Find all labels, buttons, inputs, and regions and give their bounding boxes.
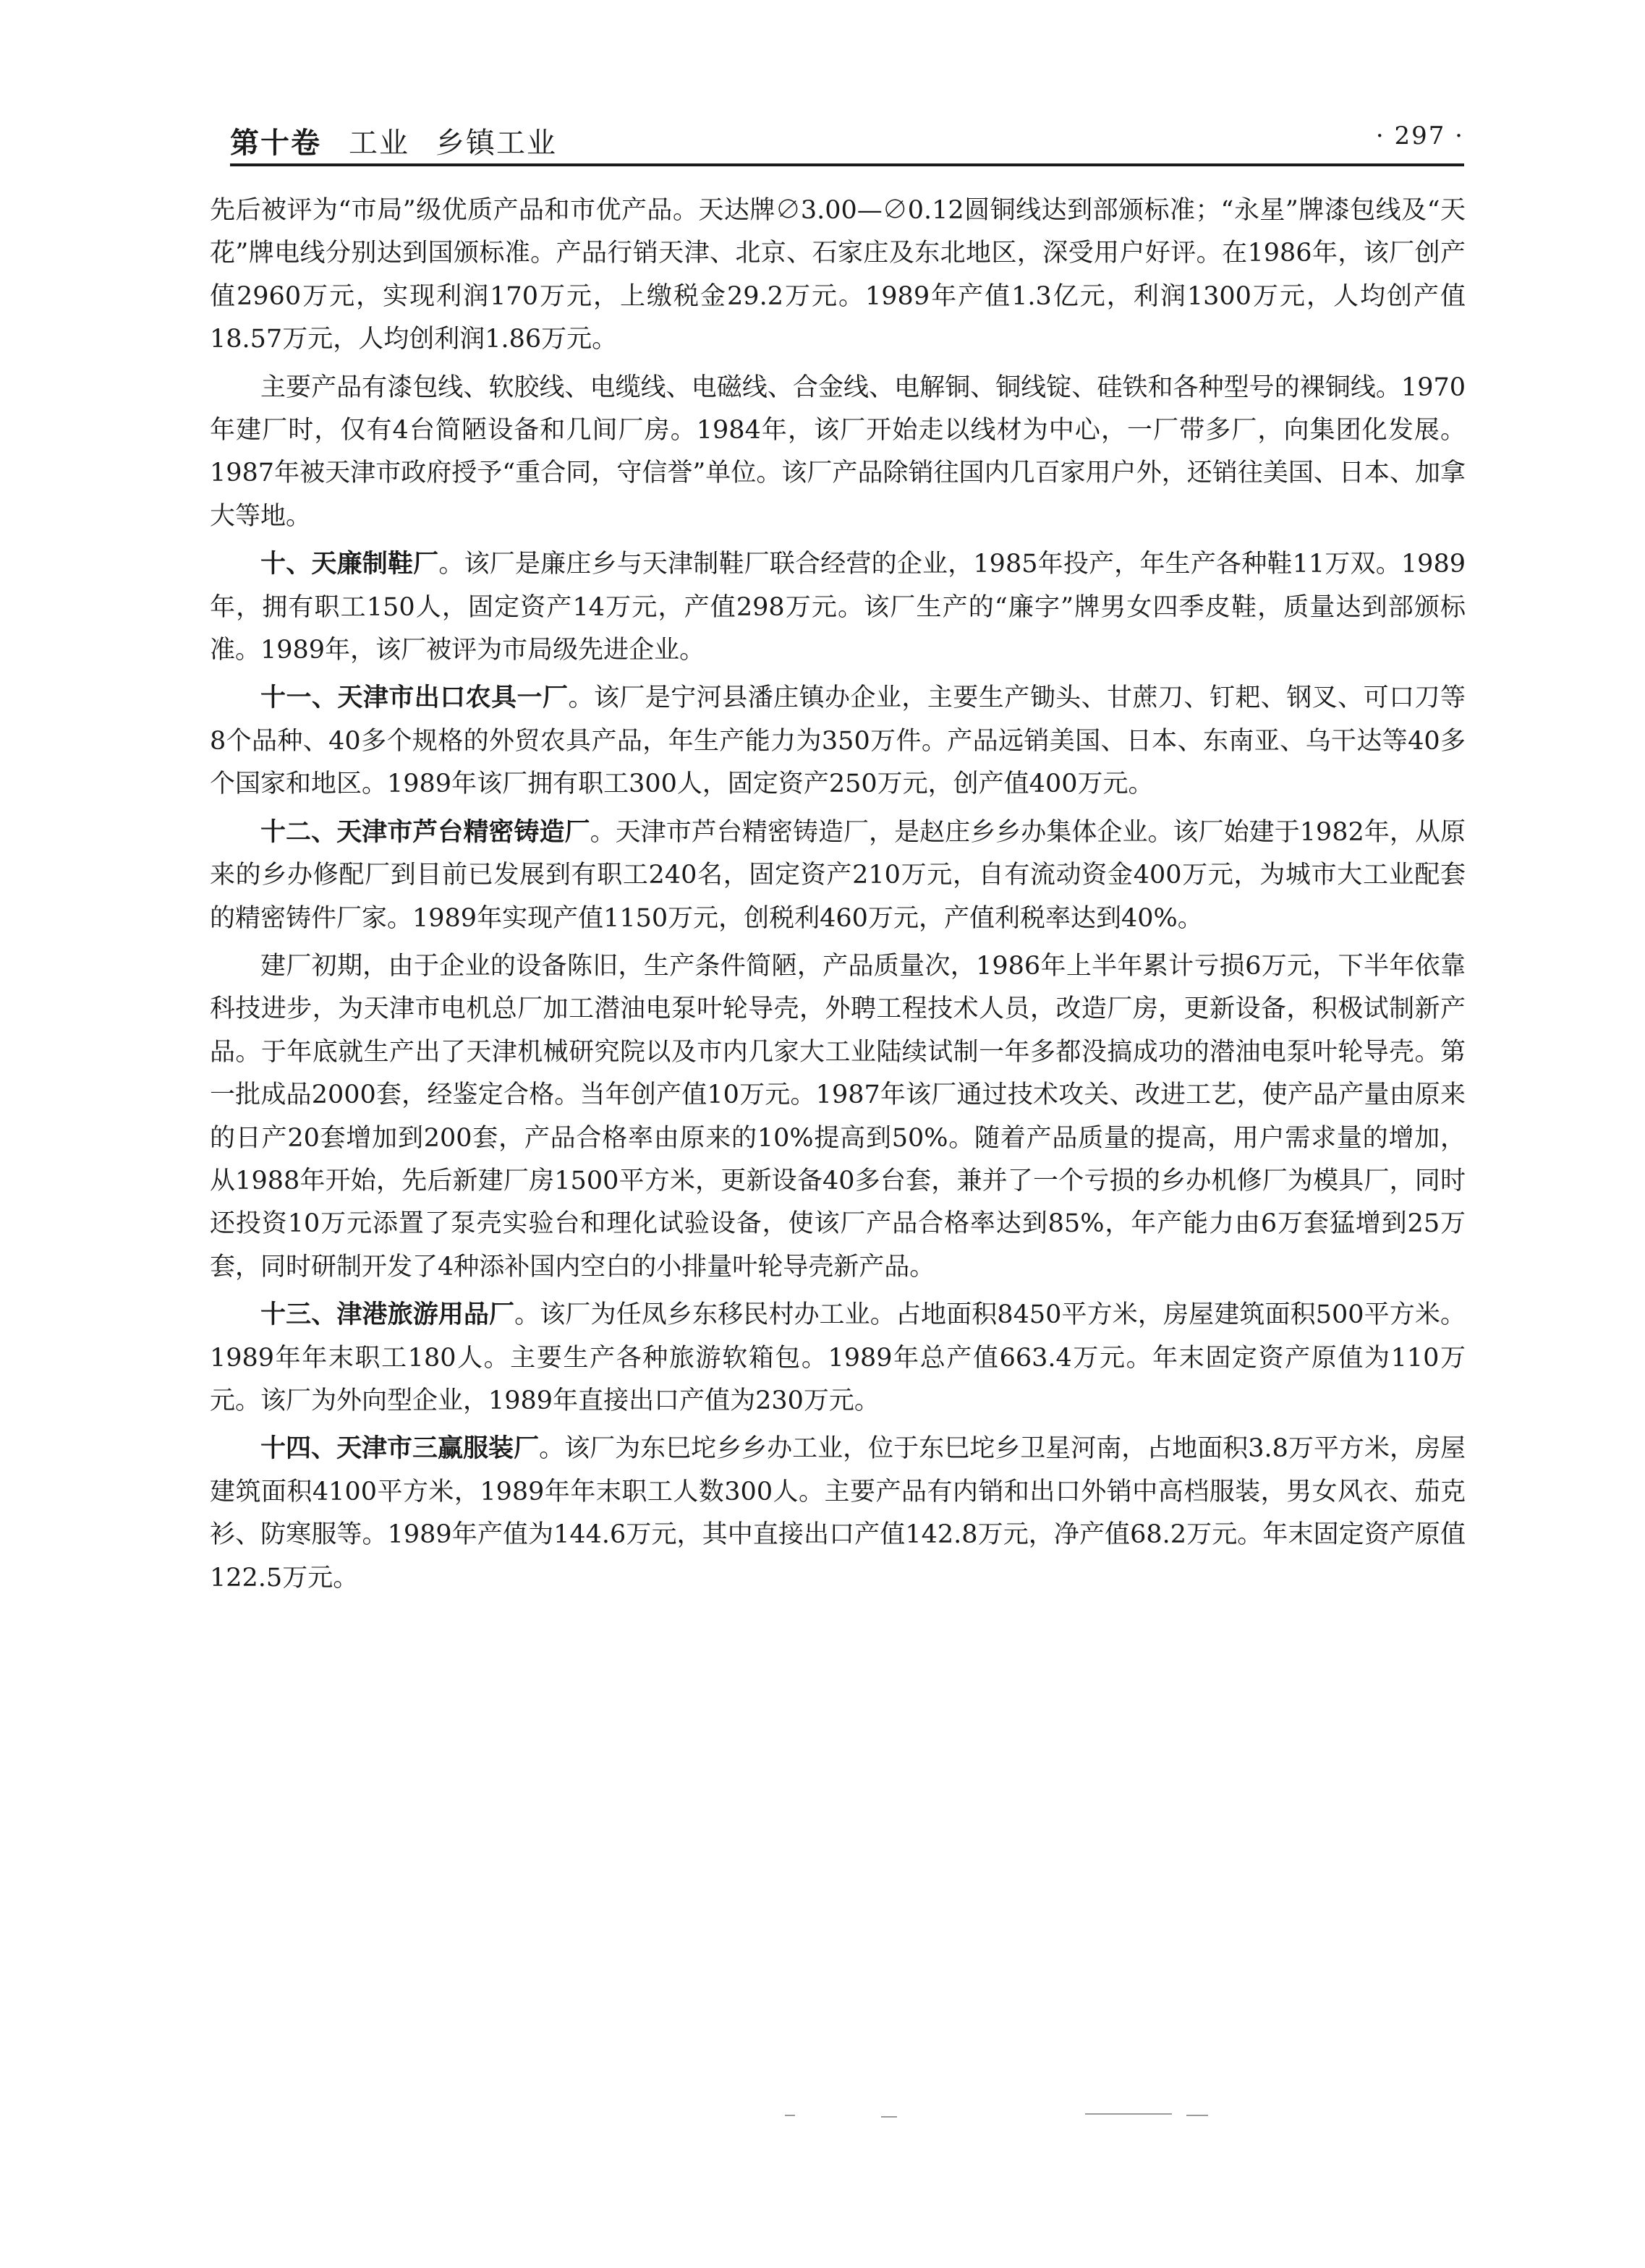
entry-text: 。该厂是宁河县潘庄镇办企业，主要生产锄头、甘蔗刀、钉耙、钢叉、可口刀等8个品种、40多个规格的外贸农具产品，年生产能力为350万件。产品远销美国、日本、东南亚、乌干达等40多个国家和地区。1989年该厂拥有职工300人，固定资产250万元，创产值400万元。: [210, 683, 1466, 799]
subsection-label: 乡镇工业: [435, 127, 557, 160]
scan-speck: [1186, 2115, 1208, 2116]
page-number: · 297 ·: [1375, 122, 1464, 150]
entry-text: 。该厂为东巳坨乡乡办工业，位于东巳坨乡卫星河南，占地面积3.8万平方米，房屋建筑面积4100平方米，1989年年末职工人数300人。主要产品有内销和出口外销中高档服装，男女风衣、茄克衫、防寒服等。1989年产值为144.6万元，其中直接出口产值142.8万元，净产值68.2万元。年末固定资产原值122.5万元。: [210, 1434, 1466, 1593]
running-title: [230, 120, 557, 161]
entry-tianlian-shoe-factory: [210, 543, 1466, 672]
entry-text: 。该厂为任凤乡东移民村办工业。占地面积8450平方米，房屋建筑面积500平方米。1989年年末职工180人。主要生产各种旅游软箱包。1989年总产值663.4万元。年末固定资产原值为110万元。该厂为外向型企业，1989年直接出口产值为230万元。: [210, 1300, 1466, 1415]
page-header: [230, 114, 1464, 163]
entry-heading: 十三、津港旅游用品厂: [260, 1300, 515, 1330]
scan-speck: [1085, 2113, 1172, 2115]
entry-heading: 十二、天津市芦台精密铸造厂: [260, 817, 590, 847]
paragraph-2: [210, 367, 1466, 539]
entry-text: 。该厂是廉庄乡与天津制鞋厂联合经营的企业，1985年投产，年生产各种鞋11万双。1989年，拥有职工150人，固定资产14万元，产值298万元。该厂生产的“廉字”牌男女四季皮鞋，质量达到部颁标准。1989年，该厂被评为市局级先进企业。: [210, 550, 1466, 665]
entry-jingang-travel-goods-factory: [210, 1294, 1466, 1423]
paragraph-text: 建厂初期，由于企业的设备陈旧，生产条件简陋，产品质量次，1986年上半年累计亏损6万元，下半年依靠科技进步，为天津市电机总厂加工潜油电泵叶轮导壳，外聘工程技术人员，改造厂房，更新设备，积极试制新产品。于年底就生产出了天津机械研究院以及市内几家大工业陆续试制一年多都没搞成功的潜油电泵叶轮导壳。第一批成品2000套，经鉴定合格。当年创产值10万元。1987年该厂通过技术攻关、改进工艺，使产品产量由原来的日产20套增加到200套，产品合格率由原来的10%提高到50%。随着产品质量的提高，用户需求量的增加，从1988年开始，先后新建厂房1500平方米，更新设备40多台套，兼并了一个亏损的乡办机修厂为模具厂，同时还投资10万元添置了泵壳实验台和理化试验设备，使该厂产品合格率达到85%，年产能力由6万套猛增到25万套，同时研制开发了4种添补国内空白的小排量叶轮导壳新产品。: [210, 951, 1466, 1282]
paragraph-1: [210, 189, 1466, 362]
scan-speck: [785, 2115, 795, 2116]
entry-sanying-garment-factory: [210, 1428, 1466, 1600]
entry-heading: 十、天廉制鞋厂: [260, 550, 439, 579]
entry-text: 。天津市芦台精密铸造厂，是赵庄乡乡办集体企业。该厂始建于1982年，从原来的乡办修配厂到目前已发展到有职工240名，固定资产210万元，自有流动资金400万元，为城市大工业配套的精密铸件厂家。1989年实现产值1150万元，创税利460万元，产值利税率达到40%。: [210, 817, 1466, 933]
entry-heading: 十一、天津市出口农具一厂: [260, 683, 569, 713]
entry-export-farm-tool-factory: [210, 677, 1466, 806]
entry-heading: 十四、天津市三赢服装厂: [260, 1434, 540, 1464]
body-text: [210, 189, 1466, 1605]
paragraph-6: [210, 945, 1466, 1289]
scan-speck: [881, 2116, 897, 2118]
paragraph-text: 主要产品有漆包线、软胶线、电缆线、电磁线、合金线、电解铜、铜线锭、硅铁和各种型号的裸铜线。1970年建厂时，仅有4台简陋设备和几间厂房。1984年，该厂开始走以线材为中心，一厂带多厂，向集团化发展。1987年被天津市政府授予“重合同，守信誉”单位。该厂产品除销往国内几百家用户外，还销往美国、日本、加拿大等地。: [210, 372, 1466, 531]
entry-lutai-casting-factory: [210, 811, 1466, 940]
paragraph-text: 先后被评为“市局”级优质产品和市优产品。天达牌∅3.00—∅0.12圆铜线达到部颁标准；“永星”牌漆包线及“天花”牌电线分别达到国颁标准。产品行销天津、北京、石家庄及东北地区，深受用户好评。在1986年，该厂创产值2960万元，实现利润170万元，上缴税金29.2万元。1989年产值1.3亿元，利润1300万元，人均创产值18.57万元，人均创利润1.86万元。: [210, 196, 1466, 354]
section-label: 工业: [349, 127, 409, 160]
header-rule: [230, 163, 1464, 166]
volume-label: 第十卷: [230, 127, 321, 160]
